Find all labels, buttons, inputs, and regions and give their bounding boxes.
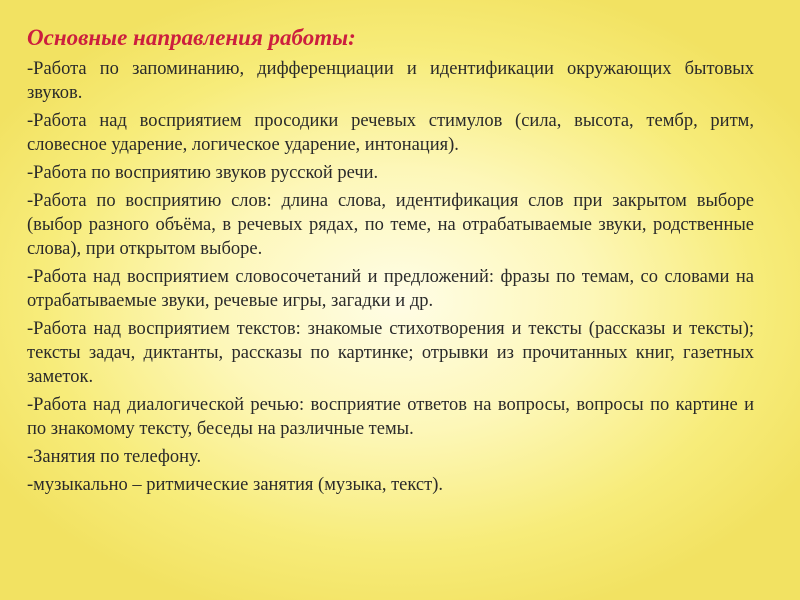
list-item: -Работа над диалогической речью: восприятие ответов на вопросы, вопросы по картине и по знакомому тексту, беседы на различные темы. (27, 395, 754, 439)
slide-title: Основные направления работы: (27, 25, 356, 50)
list-item: -Работа по восприятию звуков русской речи. (27, 163, 379, 183)
list-item: -Работа над восприятием словосочетаний и предложений: фразы по темам, со словами на отрабатываемые звуки, речевые игры, загадки и др. (27, 267, 754, 311)
list-item: -Занятия по телефону. (27, 447, 202, 467)
list-item: -Работа по восприятию слов: длина слова, идентификация слов при закрытом выборе (выбор разного объёма, в речевых рядах, по теме, на отрабатываемые звуки, родственные слова), при открытом выборе. (27, 191, 754, 259)
list-item: -Работа по запоминанию, дифференциации и идентификации окружающих бытовых звуков. (27, 59, 754, 103)
list-item: -Работа над восприятием текстов: знакомые стихотворения и тексты (рассказы и тексты); тексты задач, диктанты, рассказы по картинке; отрывки из прочитанных книг, газетных заметок. (27, 319, 754, 387)
list-item: -музыкально – ритмические занятия (музыка, текст). (27, 475, 443, 495)
list-item: -Работа над восприятием просодики речевых стимулов (сила, высота, тембр, ритм, словесное ударение, логическое ударение, интонация). (27, 111, 754, 155)
directions-list (27, 57, 754, 497)
